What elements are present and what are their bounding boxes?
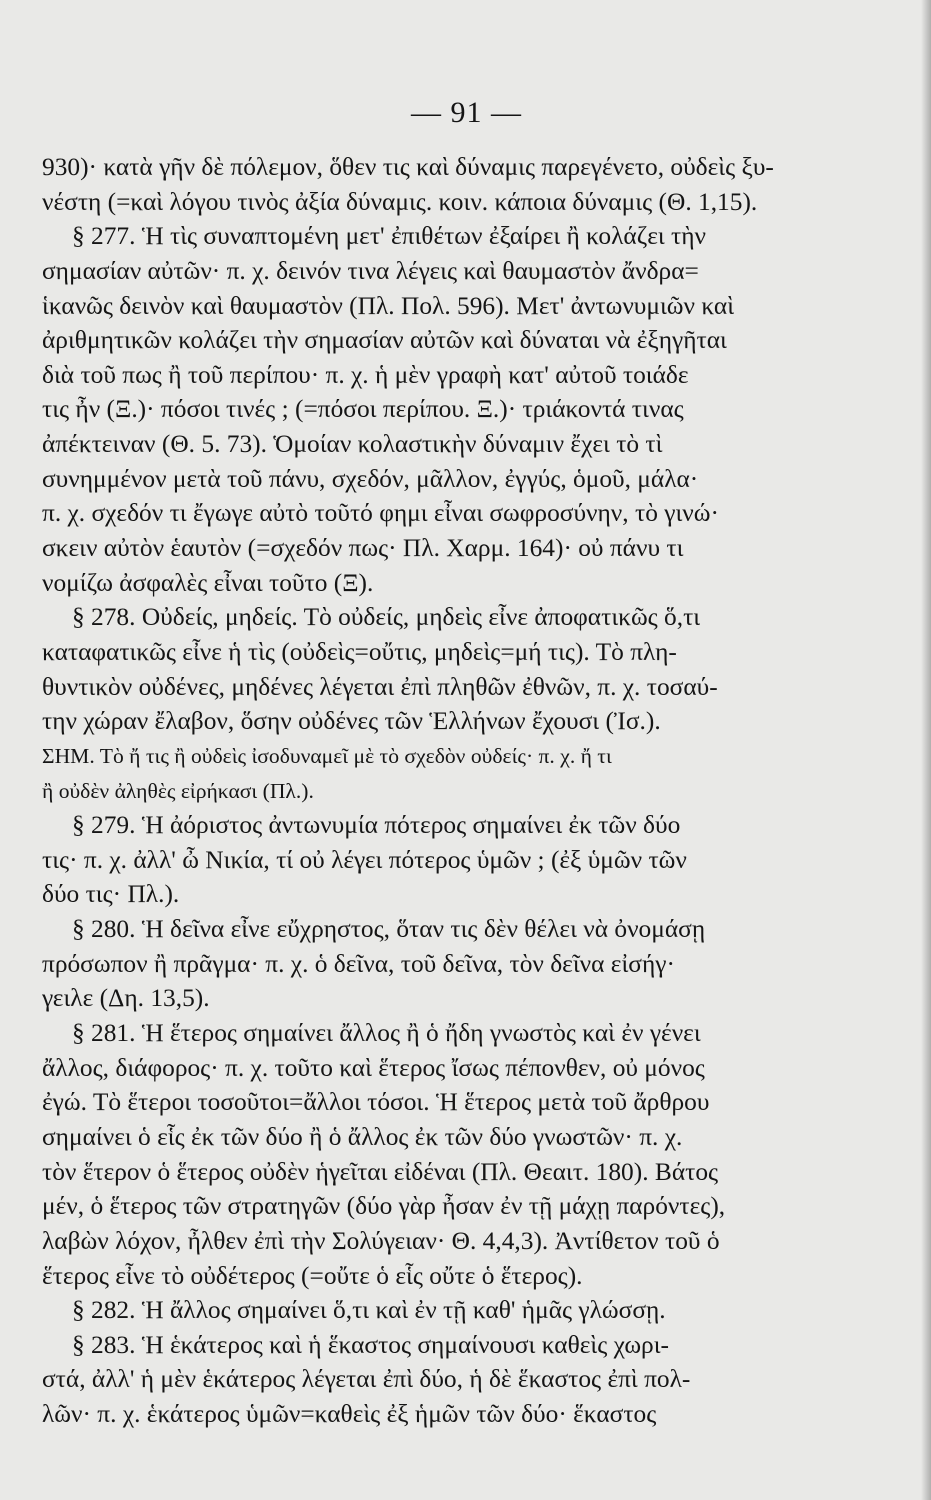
text-line: § 281. Ἡ ἕτερος σημαίνει ἄλλος ἢ ὁ ἤδη γνωστὸς καὶ ἐν γένει [72, 1019, 701, 1048]
text-line: ἀπέκτειναν (Θ. 5. 73). Ὁμοίαν κολαστικὴν δύναμιν ἔχει τὸ τὶ [42, 430, 663, 459]
text-line: § 283. Ἡ ἑκάτερος καὶ ἡ ἕκαστος σημαίνουσι καθεὶς χωρι- [72, 1330, 670, 1359]
text-line: τὸν ἕτερον ὁ ἕτερος οὐδὲν ἡγεῖται εἰδέναι (Πλ. Θεαιτ. 180). Βάτος [42, 1157, 719, 1186]
text-line: σημαίνει ὁ εἷς ἐκ τῶν δύο ἢ ὁ ἄλλος ἐκ τῶν δύο γνωστῶν· π. χ. [42, 1122, 683, 1151]
text-line: ἕτερος εἶνε τὸ οὐδέτερος (=οὔτε ὁ εἷς οὔτε ὁ ἕτερος). [42, 1261, 583, 1290]
paragraph-280 [42, 912, 891, 947]
text-line: ἀριθμητικῶν κολάζει τὴν σημασίαν αὐτῶν καὶ δύναται νὰ ἐξηγῆται [42, 326, 727, 355]
text-line: τις· π. χ. ἀλλ' ὦ Νικία, τί οὐ λέγει πότερος ὑμῶν ; (ἐξ ὑμῶν τῶν [42, 845, 687, 874]
paragraph-279 [42, 808, 891, 843]
paragraph-277 [42, 219, 891, 254]
text-line: θυντικὸν οὐδένες, μηδένες λέγεται ἐπὶ πληθῶν ἐθνῶν, π. χ. τοσαύ- [42, 672, 718, 701]
text-line: νομίζω ἀσφαλὲς εἶναι τοῦτο (Ξ). [42, 568, 374, 597]
text-line: δύο τις· Πλ.). [42, 880, 180, 909]
text-line: σημασίαν αὐτῶν· π. χ. δεινόν τινα λέγεις καὶ θαυμαστὸν ἄνδρα= [42, 256, 699, 285]
page-number: — 91 — [411, 96, 522, 129]
text-line: § 282. Ἡ ἄλλος σημαίνει ὅ,τι καὶ ἐν τῇ καθ' ἡμᾶς γλώσσῃ. [72, 1296, 666, 1325]
text-line: την χώραν ἔλαβον, ὅσην οὐδένες τῶν Ἑλλήνων ἔχουσι (Ἰσ.). [42, 707, 661, 736]
text-line: § 278. Οὐδείς, μηδείς. Τὸ οὐδείς, μηδεὶς εἶνε ἀποφατικῶς ὅ,τι [72, 603, 701, 632]
text-line: ἱκανῶς δεινὸν καὶ θαυμαστὸν (Πλ. Πολ. 596). Μετ' ἀντωνυμιῶν καὶ [42, 291, 735, 320]
text-line: τις ἦν (Ξ.)· πόσοι τινές ; (=πόσοι περίπου. Ξ.)· τριάκοντά τινας [42, 395, 684, 424]
text-line: λῶν· π. χ. ἑκάτερος ὑμῶν=καθεὶς ἐξ ἡμῶν τῶν δύο· ἕκαστος [42, 1400, 657, 1429]
page-edge-shadow [921, 0, 931, 1500]
note-line: ΣΗΜ. Τὸ ἤ τις ἢ οὐδεὶς ἰσοδυναμεῖ μὲ τὸ σχεδὸν οὐδείς· π. χ. ἤ τι [42, 743, 612, 768]
text-line: ἐγώ. Τὸ ἕτεροι τοσοῦτοι=ἄλλοι τόσοι. Ἡ ἕτερος μετὰ τοῦ ἄρθρου [42, 1088, 710, 1117]
paragraph-283 [42, 1328, 891, 1363]
paragraph-282 [42, 1293, 891, 1328]
text-line: π. χ. σχεδόν τι ἔγωγε αὐτὸ τοῦτό φημι εἶναι σωφροσύνην, τὸ γινώ· [42, 499, 719, 528]
text-line: σκειν αὐτὸν ἑαυτὸν (=σχεδόν πως· Πλ. Χαρμ. 164)· οὐ πάνυ τι [42, 534, 684, 563]
text-line: μέν, ὁ ἕτερος τῶν στρατηγῶν (δύο γὰρ ἦσαν ἐν τῇ μάχῃ παρόντες), [42, 1192, 726, 1221]
text-line: διὰ τοῦ πως ἢ τοῦ περίπου· π. χ. ἡ μὲν γραφὴ κατ' αὐτοῦ τοιάδε [42, 360, 689, 389]
paragraph-281 [42, 1016, 891, 1051]
text-line: στά, ἀλλ' ἡ μὲν ἑκάτερος λέγεται ἐπὶ δύο, ἡ δὲ ἕκαστος ἐπὶ πολ- [42, 1365, 691, 1394]
text-line: § 279. Ἡ ἀόριστος ἀντωνυμία πότερος σημαίνει ἐκ τῶν δύο [72, 811, 681, 840]
text-line: § 280. Ἡ δεῖνα εἶνε εὔχρηστος, ὅταν τις δὲν θέλει νὰ ὀνομάσῃ [72, 915, 706, 944]
text-line: ἄλλος, διάφορος· π. χ. τοῦτο καὶ ἕτερος ἴσως πέπονθεν, οὐ μόνος [42, 1053, 705, 1082]
body-text [42, 150, 891, 1432]
text-line: λαβὼν λόχον, ἦλθεν ἐπὶ τὴν Σολύγειαν· Θ. 4,4,3). Ἀντίθετον τοῦ ὁ [42, 1226, 720, 1255]
text-line: καταφατικῶς εἶνε ἡ τὶς (οὐδεὶς=οὔτις, μηδεὶς=μή τις). Τὸ πλη- [42, 637, 677, 666]
text-line: συνημμένον μετὰ τοῦ πάνυ, σχεδόν, μᾶλλον, ἐγγύς, ὁμοῦ, μάλα· [42, 464, 699, 493]
paragraph-278 [42, 600, 891, 635]
note-line: ἢ οὐδὲν ἀληθὲς εἰρήκασι (Πλ.). [42, 778, 314, 803]
text-line: § 277. Ἡ τὶς συναπτομένη μετ' ἐπιθέτων ἐξαίρει ἢ κολάζει τὴν [72, 222, 707, 251]
text-line: νέστη (=καὶ λόγου τινὸς ἀξία δύναμις. κοιν. κάποια δύναμις (Θ. 1,15). [42, 187, 758, 216]
text-line: γειλε (Δη. 13,5). [42, 984, 210, 1013]
text-line: πρόσωπον ἢ πρᾶγμα· π. χ. ὁ δεῖνα, τοῦ δεῖνα, τὸν δεῖνα εἰσήγ· [42, 949, 675, 978]
text-line: 930)· κατὰ γῆν δὲ πόλεμον, ὅθεν τις καὶ δύναμις παρεγένετο, οὐδεὶς ξυ- [42, 153, 774, 181]
